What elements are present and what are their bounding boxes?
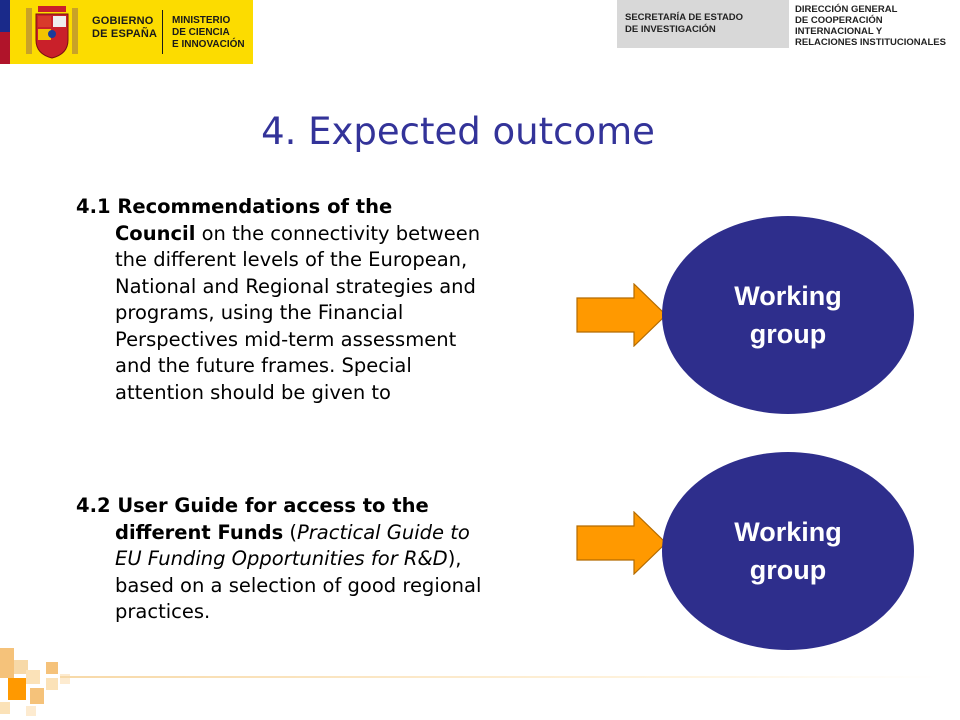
decorative-squares [0,640,130,720]
working-group-oval [662,216,914,414]
outcome-item-1 [76,194,562,406]
item2-guide-title: Practical Guide to [297,520,470,544]
footer-divider [60,676,940,678]
item1-line: attention should be given to [115,380,391,404]
item2-text: ), [447,547,462,570]
government-name: GOBIERNO DE ESPAÑA [92,15,158,40]
item1-line: the different levels of the European, [115,248,468,271]
item1-line: and the future frames. Special [115,354,412,377]
header-separator [162,10,163,54]
arrow-right-icon [576,283,668,347]
item1-heading: 4.1 Recommendations of the [76,195,393,218]
working-group-oval [662,452,914,650]
working-group-label: Working group [734,281,842,349]
item2-guide-title-cont: EU Funding Opportunities for R&D [115,547,448,570]
item2-text: ( [283,520,297,544]
item2-line: practices. [115,600,211,623]
direccion-name: DIRECCIÓN GENERAL DE COOPERACIÓN INTERNACIONAL Y RELACIONES INSTITUCIONALES [795,4,946,48]
slide-title: 4. Expected outcome [261,110,655,153]
secretaria-name: SECRETARÍA DE ESTADO DE INVESTIGACIÓN [625,12,744,35]
item1-line: programs, using the Financial [115,301,404,324]
secretaria-block [617,0,789,48]
flag-strip [0,0,10,64]
ministry-name: MINISTERIO DE CIENCIA E INNOVACIÓN [172,15,245,50]
coat-of-arms-icon [24,2,80,60]
item2-heading-cont: different Funds [115,520,284,544]
arrow-right-icon [576,511,668,575]
outcome-item-2 [76,493,562,626]
item1-line: National and Regional strategies and [115,274,476,298]
government-logo-block [0,0,253,64]
item1-heading-cont: Council [115,221,196,245]
item1-line: Perspectives mid-term assessment [115,327,457,351]
item2-heading: 4.2 User Guide for access to the [76,494,429,517]
working-group-label: Working group [734,517,842,585]
item2-line: based on a selection of good regional [115,573,482,597]
item1-text: on the connectivity between [195,221,481,245]
